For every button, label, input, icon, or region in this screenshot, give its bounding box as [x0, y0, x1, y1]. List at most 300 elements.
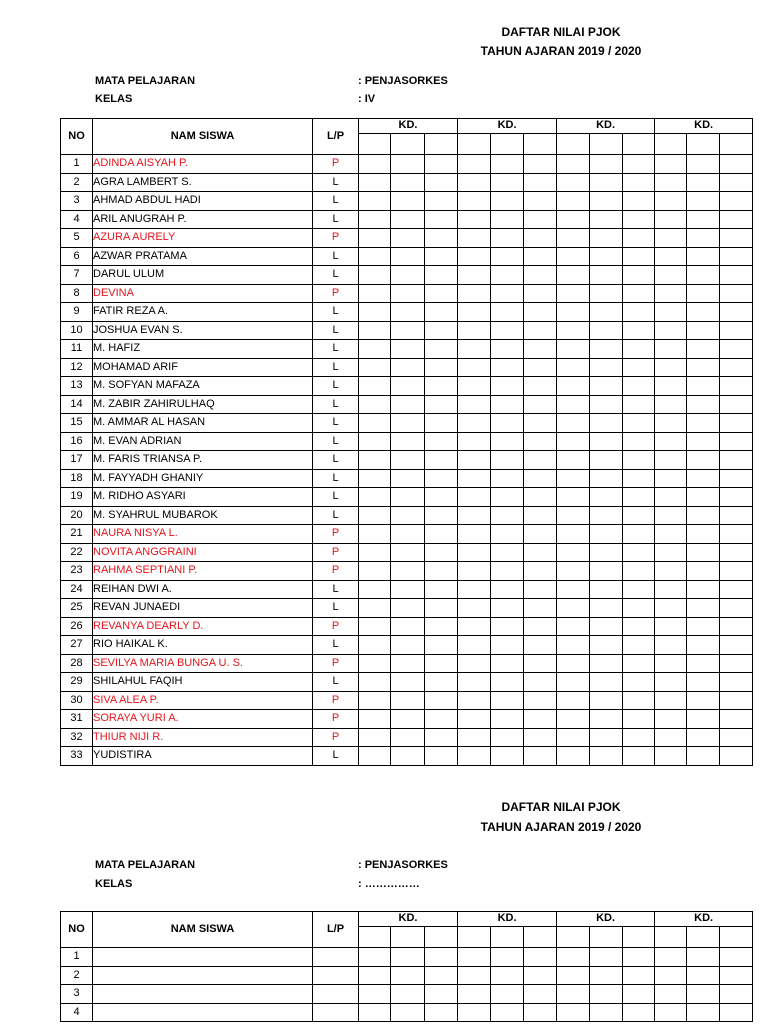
grade-cell[interactable] — [590, 948, 623, 967]
grade-cell[interactable] — [359, 321, 391, 340]
grade-cell[interactable] — [458, 747, 491, 766]
grade-cell[interactable] — [425, 506, 458, 525]
grade-cell[interactable] — [425, 173, 458, 192]
grade-cell[interactable] — [491, 229, 524, 248]
grade-cell[interactable] — [557, 948, 590, 967]
grade-cell[interactable] — [720, 358, 753, 377]
grade-cell[interactable] — [720, 247, 753, 266]
grade-cell[interactable] — [655, 506, 687, 525]
student-gender[interactable] — [313, 1003, 359, 1022]
grade-cell[interactable] — [391, 155, 425, 174]
grade-cell[interactable] — [655, 948, 687, 967]
grade-cell[interactable] — [491, 488, 524, 507]
kd-subcell[interactable] — [359, 134, 391, 155]
grade-cell[interactable] — [524, 488, 557, 507]
grade-cell[interactable] — [687, 155, 720, 174]
grade-cell[interactable] — [359, 636, 391, 655]
kd-subcell[interactable] — [425, 134, 458, 155]
grade-cell[interactable] — [524, 617, 557, 636]
grade-cell[interactable] — [425, 599, 458, 618]
grade-cell[interactable] — [524, 691, 557, 710]
grade-cell[interactable] — [655, 636, 687, 655]
grade-cell[interactable] — [590, 432, 623, 451]
grade-cell[interactable] — [491, 192, 524, 211]
grade-cell[interactable] — [524, 358, 557, 377]
grade-cell[interactable] — [720, 654, 753, 673]
grade-cell[interactable] — [425, 562, 458, 581]
grade-cell[interactable] — [557, 617, 590, 636]
grade-cell[interactable] — [391, 525, 425, 544]
grade-cell[interactable] — [359, 284, 391, 303]
grade-cell[interactable] — [458, 229, 491, 248]
grade-cell[interactable] — [391, 1003, 425, 1022]
grade-cell[interactable] — [655, 192, 687, 211]
grade-cell[interactable] — [458, 303, 491, 322]
grade-cell[interactable] — [623, 966, 655, 985]
grade-cell[interactable] — [391, 617, 425, 636]
grade-cell[interactable] — [359, 525, 391, 544]
grade-cell[interactable] — [557, 1003, 590, 1022]
grade-cell[interactable] — [720, 728, 753, 747]
grade-cell[interactable] — [655, 691, 687, 710]
grade-cell[interactable] — [720, 210, 753, 229]
grade-cell[interactable] — [687, 340, 720, 359]
grade-cell[interactable] — [590, 1003, 623, 1022]
grade-cell[interactable] — [524, 303, 557, 322]
grade-cell[interactable] — [491, 247, 524, 266]
grade-cell[interactable] — [557, 395, 590, 414]
grade-cell[interactable] — [623, 432, 655, 451]
grade-cell[interactable] — [687, 525, 720, 544]
kd-subcell[interactable] — [524, 927, 557, 948]
grade-cell[interactable] — [524, 948, 557, 967]
grade-cell[interactable] — [391, 691, 425, 710]
grade-cell[interactable] — [655, 747, 687, 766]
grade-cell[interactable] — [491, 451, 524, 470]
grade-cell[interactable] — [655, 358, 687, 377]
grade-cell[interactable] — [491, 173, 524, 192]
grade-cell[interactable] — [623, 229, 655, 248]
grade-cell[interactable] — [720, 543, 753, 562]
grade-cell[interactable] — [359, 414, 391, 433]
grade-cell[interactable] — [458, 432, 491, 451]
grade-cell[interactable] — [590, 599, 623, 618]
grade-cell[interactable] — [720, 432, 753, 451]
grade-cell[interactable] — [425, 155, 458, 174]
grade-cell[interactable] — [391, 636, 425, 655]
grade-cell[interactable] — [687, 377, 720, 396]
grade-cell[interactable] — [391, 229, 425, 248]
grade-cell[interactable] — [655, 247, 687, 266]
grade-cell[interactable] — [687, 451, 720, 470]
grade-cell[interactable] — [391, 247, 425, 266]
grade-cell[interactable] — [491, 284, 524, 303]
grade-cell[interactable] — [720, 562, 753, 581]
grade-cell[interactable] — [655, 395, 687, 414]
grade-cell[interactable] — [590, 377, 623, 396]
grade-cell[interactable] — [359, 266, 391, 285]
kd-subcell[interactable] — [557, 134, 590, 155]
kd-subcell[interactable] — [687, 134, 720, 155]
student-name[interactable] — [93, 966, 313, 985]
kd-subcell[interactable] — [458, 927, 491, 948]
grade-cell[interactable] — [687, 432, 720, 451]
grade-cell[interactable] — [590, 654, 623, 673]
grade-cell[interactable] — [391, 284, 425, 303]
grade-cell[interactable] — [359, 358, 391, 377]
grade-cell[interactable] — [590, 303, 623, 322]
grade-cell[interactable] — [623, 377, 655, 396]
grade-cell[interactable] — [524, 210, 557, 229]
grade-cell[interactable] — [720, 377, 753, 396]
grade-cell[interactable] — [458, 469, 491, 488]
grade-cell[interactable] — [491, 303, 524, 322]
grade-cell[interactable] — [491, 432, 524, 451]
grade-cell[interactable] — [557, 966, 590, 985]
grade-cell[interactable] — [524, 284, 557, 303]
grade-cell[interactable] — [458, 321, 491, 340]
grade-cell[interactable] — [687, 710, 720, 729]
grade-cell[interactable] — [655, 599, 687, 618]
grade-cell[interactable] — [391, 395, 425, 414]
grade-cell[interactable] — [557, 229, 590, 248]
grade-cell[interactable] — [425, 395, 458, 414]
grade-cell[interactable] — [557, 192, 590, 211]
grade-cell[interactable] — [391, 728, 425, 747]
grade-cell[interactable] — [655, 543, 687, 562]
grade-cell[interactable] — [720, 414, 753, 433]
grade-cell[interactable] — [524, 985, 557, 1004]
grade-cell[interactable] — [590, 636, 623, 655]
grade-cell[interactable] — [557, 377, 590, 396]
grade-cell[interactable] — [720, 525, 753, 544]
grade-cell[interactable] — [391, 599, 425, 618]
grade-cell[interactable] — [425, 321, 458, 340]
grade-cell[interactable] — [359, 488, 391, 507]
grade-cell[interactable] — [491, 617, 524, 636]
kd-subcell[interactable] — [590, 927, 623, 948]
grade-cell[interactable] — [557, 303, 590, 322]
grade-cell[interactable] — [623, 1003, 655, 1022]
grade-cell[interactable] — [524, 451, 557, 470]
grade-cell[interactable] — [623, 321, 655, 340]
grade-cell[interactable] — [655, 562, 687, 581]
grade-cell[interactable] — [687, 229, 720, 248]
grade-cell[interactable] — [425, 525, 458, 544]
grade-cell[interactable] — [590, 543, 623, 562]
grade-cell[interactable] — [590, 284, 623, 303]
grade-cell[interactable] — [491, 155, 524, 174]
grade-cell[interactable] — [623, 617, 655, 636]
grade-cell[interactable] — [655, 377, 687, 396]
grade-cell[interactable] — [391, 966, 425, 985]
grade-cell[interactable] — [491, 543, 524, 562]
grade-cell[interactable] — [623, 525, 655, 544]
grade-cell[interactable] — [687, 966, 720, 985]
grade-cell[interactable] — [425, 377, 458, 396]
grade-cell[interactable] — [391, 377, 425, 396]
grade-cell[interactable] — [524, 266, 557, 285]
grade-cell[interactable] — [687, 673, 720, 692]
grade-cell[interactable] — [425, 747, 458, 766]
grade-cell[interactable] — [524, 710, 557, 729]
grade-cell[interactable] — [391, 710, 425, 729]
grade-cell[interactable] — [524, 377, 557, 396]
grade-cell[interactable] — [458, 395, 491, 414]
grade-cell[interactable] — [720, 451, 753, 470]
grade-cell[interactable] — [524, 340, 557, 359]
grade-cell[interactable] — [425, 229, 458, 248]
grade-cell[interactable] — [655, 321, 687, 340]
kd-subcell[interactable] — [359, 927, 391, 948]
grade-cell[interactable] — [623, 303, 655, 322]
grade-cell[interactable] — [590, 691, 623, 710]
grade-cell[interactable] — [359, 580, 391, 599]
kd-subcell[interactable] — [687, 927, 720, 948]
grade-cell[interactable] — [391, 580, 425, 599]
grade-cell[interactable] — [623, 691, 655, 710]
grade-cell[interactable] — [391, 985, 425, 1004]
grade-cell[interactable] — [623, 266, 655, 285]
grade-cell[interactable] — [458, 1003, 491, 1022]
grade-cell[interactable] — [720, 580, 753, 599]
grade-cell[interactable] — [391, 506, 425, 525]
grade-cell[interactable] — [425, 192, 458, 211]
grade-cell[interactable] — [425, 340, 458, 359]
grade-cell[interactable] — [720, 691, 753, 710]
grade-cell[interactable] — [425, 985, 458, 1004]
grade-cell[interactable] — [590, 469, 623, 488]
grade-cell[interactable] — [359, 210, 391, 229]
kd-subcell[interactable] — [623, 927, 655, 948]
grade-cell[interactable] — [524, 1003, 557, 1022]
kd-subcell[interactable] — [655, 134, 687, 155]
grade-cell[interactable] — [524, 966, 557, 985]
grade-cell[interactable] — [557, 414, 590, 433]
grade-cell[interactable] — [391, 266, 425, 285]
grade-cell[interactable] — [491, 340, 524, 359]
grade-cell[interactable] — [590, 395, 623, 414]
grade-cell[interactable] — [687, 321, 720, 340]
grade-cell[interactable] — [458, 580, 491, 599]
grade-cell[interactable] — [655, 173, 687, 192]
grade-cell[interactable] — [458, 266, 491, 285]
grade-cell[interactable] — [655, 710, 687, 729]
grade-cell[interactable] — [557, 340, 590, 359]
grade-cell[interactable] — [391, 488, 425, 507]
grade-cell[interactable] — [359, 747, 391, 766]
grade-cell[interactable] — [687, 691, 720, 710]
grade-cell[interactable] — [491, 562, 524, 581]
grade-cell[interactable] — [491, 525, 524, 544]
grade-cell[interactable] — [557, 210, 590, 229]
kd-subcell[interactable] — [524, 134, 557, 155]
grade-cell[interactable] — [425, 1003, 458, 1022]
grade-cell[interactable] — [655, 966, 687, 985]
grade-cell[interactable] — [590, 340, 623, 359]
grade-cell[interactable] — [655, 414, 687, 433]
grade-cell[interactable] — [623, 580, 655, 599]
grade-cell[interactable] — [687, 358, 720, 377]
grade-cell[interactable] — [359, 192, 391, 211]
grade-cell[interactable] — [458, 985, 491, 1004]
kd-subcell[interactable] — [557, 927, 590, 948]
grade-cell[interactable] — [687, 414, 720, 433]
grade-cell[interactable] — [359, 395, 391, 414]
grade-cell[interactable] — [491, 948, 524, 967]
grade-cell[interactable] — [720, 321, 753, 340]
grade-cell[interactable] — [590, 155, 623, 174]
grade-cell[interactable] — [687, 1003, 720, 1022]
grade-cell[interactable] — [557, 636, 590, 655]
grade-cell[interactable] — [391, 747, 425, 766]
grade-cell[interactable] — [720, 966, 753, 985]
grade-cell[interactable] — [623, 247, 655, 266]
grade-cell[interactable] — [524, 636, 557, 655]
grade-cell[interactable] — [590, 451, 623, 470]
grade-cell[interactable] — [623, 728, 655, 747]
grade-cell[interactable] — [458, 173, 491, 192]
kd-subcell[interactable] — [391, 134, 425, 155]
grade-cell[interactable] — [359, 617, 391, 636]
grade-cell[interactable] — [623, 985, 655, 1004]
grade-cell[interactable] — [557, 155, 590, 174]
grade-cell[interactable] — [491, 747, 524, 766]
grade-cell[interactable] — [720, 469, 753, 488]
grade-cell[interactable] — [391, 358, 425, 377]
grade-cell[interactable] — [557, 747, 590, 766]
grade-cell[interactable] — [557, 469, 590, 488]
grade-cell[interactable] — [391, 173, 425, 192]
grade-cell[interactable] — [458, 210, 491, 229]
grade-cell[interactable] — [557, 173, 590, 192]
grade-cell[interactable] — [524, 599, 557, 618]
grade-cell[interactable] — [425, 636, 458, 655]
grade-cell[interactable] — [655, 654, 687, 673]
grade-cell[interactable] — [590, 985, 623, 1004]
grade-cell[interactable] — [491, 636, 524, 655]
grade-cell[interactable] — [458, 247, 491, 266]
grade-cell[interactable] — [425, 432, 458, 451]
grade-cell[interactable] — [359, 340, 391, 359]
grade-cell[interactable] — [524, 247, 557, 266]
grade-cell[interactable] — [359, 173, 391, 192]
grade-cell[interactable] — [687, 985, 720, 1004]
grade-cell[interactable] — [687, 488, 720, 507]
grade-cell[interactable] — [687, 303, 720, 322]
grade-cell[interactable] — [458, 654, 491, 673]
kd-subcell[interactable] — [720, 134, 753, 155]
grade-cell[interactable] — [590, 414, 623, 433]
grade-cell[interactable] — [655, 469, 687, 488]
grade-cell[interactable] — [590, 247, 623, 266]
grade-cell[interactable] — [623, 948, 655, 967]
grade-cell[interactable] — [720, 673, 753, 692]
grade-cell[interactable] — [524, 469, 557, 488]
grade-cell[interactable] — [623, 155, 655, 174]
grade-cell[interactable] — [391, 414, 425, 433]
grade-cell[interactable] — [687, 580, 720, 599]
grade-cell[interactable] — [590, 728, 623, 747]
grade-cell[interactable] — [655, 210, 687, 229]
grade-cell[interactable] — [491, 395, 524, 414]
grade-cell[interactable] — [557, 451, 590, 470]
grade-cell[interactable] — [687, 284, 720, 303]
grade-cell[interactable] — [458, 691, 491, 710]
grade-cell[interactable] — [425, 469, 458, 488]
grade-cell[interactable] — [458, 451, 491, 470]
grade-cell[interactable] — [391, 340, 425, 359]
grade-cell[interactable] — [720, 266, 753, 285]
grade-cell[interactable] — [623, 673, 655, 692]
grade-cell[interactable] — [391, 432, 425, 451]
grade-cell[interactable] — [623, 210, 655, 229]
grade-cell[interactable] — [720, 488, 753, 507]
grade-cell[interactable] — [491, 580, 524, 599]
grade-cell[interactable] — [524, 525, 557, 544]
grade-cell[interactable] — [623, 358, 655, 377]
grade-cell[interactable] — [425, 358, 458, 377]
grade-cell[interactable] — [491, 321, 524, 340]
grade-cell[interactable] — [359, 966, 391, 985]
grade-cell[interactable] — [524, 747, 557, 766]
grade-cell[interactable] — [557, 985, 590, 1004]
grade-cell[interactable] — [623, 414, 655, 433]
grade-cell[interactable] — [524, 321, 557, 340]
grade-cell[interactable] — [687, 247, 720, 266]
grade-cell[interactable] — [623, 599, 655, 618]
grade-cell[interactable] — [524, 543, 557, 562]
grade-cell[interactable] — [391, 543, 425, 562]
grade-cell[interactable] — [687, 728, 720, 747]
grade-cell[interactable] — [687, 599, 720, 618]
grade-cell[interactable] — [623, 654, 655, 673]
grade-cell[interactable] — [491, 1003, 524, 1022]
grade-cell[interactable] — [359, 562, 391, 581]
grade-cell[interactable] — [391, 562, 425, 581]
grade-cell[interactable] — [491, 728, 524, 747]
grade-cell[interactable] — [655, 303, 687, 322]
student-name[interactable] — [93, 1003, 313, 1022]
grade-cell[interactable] — [359, 654, 391, 673]
grade-cell[interactable] — [524, 728, 557, 747]
grade-cell[interactable] — [425, 414, 458, 433]
grade-cell[interactable] — [623, 710, 655, 729]
grade-cell[interactable] — [590, 966, 623, 985]
grade-cell[interactable] — [720, 636, 753, 655]
grade-cell[interactable] — [491, 469, 524, 488]
grade-cell[interactable] — [458, 599, 491, 618]
grade-cell[interactable] — [720, 284, 753, 303]
grade-cell[interactable] — [557, 580, 590, 599]
grade-cell[interactable] — [623, 506, 655, 525]
grade-cell[interactable] — [655, 1003, 687, 1022]
grade-cell[interactable] — [458, 506, 491, 525]
grade-cell[interactable] — [590, 173, 623, 192]
grade-cell[interactable] — [391, 469, 425, 488]
grade-cell[interactable] — [359, 303, 391, 322]
grade-cell[interactable] — [491, 414, 524, 433]
grade-cell[interactable] — [524, 155, 557, 174]
grade-cell[interactable] — [623, 747, 655, 766]
grade-cell[interactable] — [720, 506, 753, 525]
grade-cell[interactable] — [391, 673, 425, 692]
grade-cell[interactable] — [687, 562, 720, 581]
grade-cell[interactable] — [687, 506, 720, 525]
kd-subcell[interactable] — [623, 134, 655, 155]
grade-cell[interactable] — [590, 562, 623, 581]
grade-cell[interactable] — [491, 377, 524, 396]
